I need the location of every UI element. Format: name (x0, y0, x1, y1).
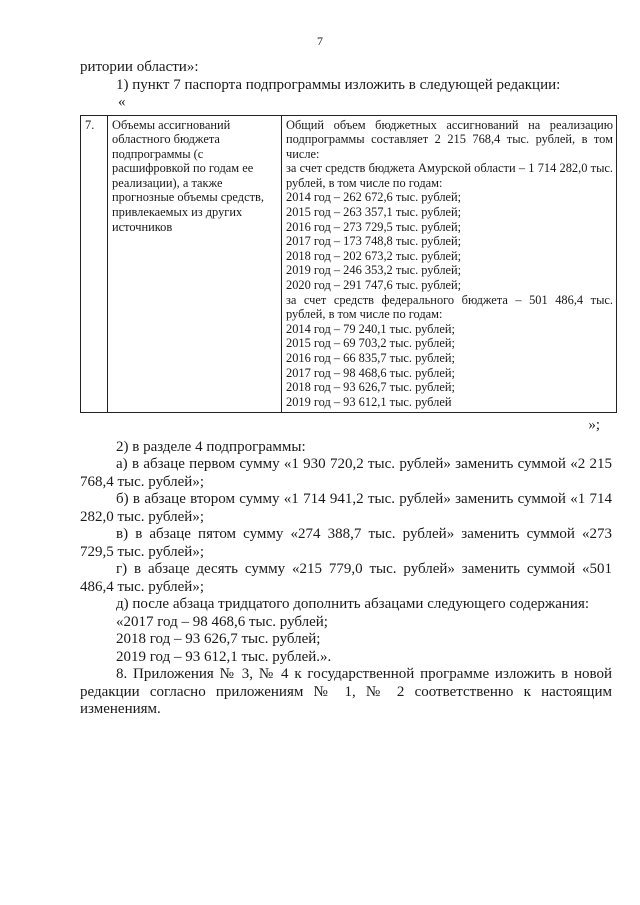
added-line: «2017 год – 98 468,6 тыс. рублей; (116, 613, 328, 630)
regional-year-line: 2019 год – 246 353,2 тыс. рублей; (286, 263, 462, 278)
section-4-item-a: а) в абзаце первом сумму «1 930 720,2 тыс. рублей» заменить суммой «2 215 768,4 тыс. рублей»; (80, 456, 612, 490)
regional-year-line: 2020 год – 291 747,6 тыс. рублей; (286, 278, 462, 293)
passport-table (80, 115, 617, 414)
added-line: 2018 год – 93 626,7 тыс. рублей; (116, 631, 321, 648)
regional-year-line: 2014 год – 262 672,6 тыс. рублей; (286, 190, 462, 205)
section-4-item-b: б) в абзаце втором сумму «1 714 941,2 тыс. рублей» заменить суммой «1 714 282,0 тыс. рублей»; (80, 491, 612, 525)
federal-year-line: 2016 год – 66 835,7 тыс. рублей; (286, 351, 455, 365)
table-row (81, 115, 617, 413)
added-line: 2019 год – 93 612,1 тыс. рублей.». (116, 648, 332, 665)
regional-funding-intro: за счет средств бюджета Амурской области – 1 714 282,0 тыс. рублей, в том числе по годам: (286, 161, 613, 190)
federal-year-line: 2018 год – 93 626,7 тыс. рублей; (286, 380, 455, 395)
section-4-item-c: в) в абзаце пятом сумму «274 388,7 тыс. рублей» заменить суммой «273 729,5 тыс. рублей»; (80, 526, 612, 560)
item-8-paragraph: 8. Приложения № 3, № 4 к государственной программе изложить в новой редакции согласно приложениям № 1, № 2 соответственно к настоящим изменениям. (80, 666, 612, 718)
open-quote: « (118, 94, 126, 110)
section-4-item-e: д) после абзаца тридцатого дополнить абзацами следующего содержания: (116, 596, 590, 613)
regional-year-line: 2018 год – 202 673,2 тыс. рублей; (286, 248, 462, 263)
row-title-cell: Объемы ассигнований областного бюджета подпрограммы (с расшифровкой по годам ее реализации), а также прогнозные объемы средств, привлекаемых из других источников (108, 115, 282, 413)
close-quote: »; (588, 417, 600, 434)
federal-year-line: 2019 год – 93 612,1 тыс. рублей (286, 394, 452, 409)
row-number-cell: 7. (81, 115, 108, 413)
regional-year-line: 2015 год – 263 357,1 тыс. рублей; (286, 205, 462, 220)
item-1-paragraph: 1) пункт 7 паспорта подпрограммы изложить в следующей редакции: (116, 76, 561, 93)
document-body (80, 59, 612, 719)
federal-year-line: 2014 год – 79 240,1 тыс. рублей; (286, 321, 455, 336)
row-content-cell (282, 115, 617, 413)
section-4-heading: 2) в разделе 4 подпрограммы: (116, 438, 306, 455)
regional-year-line: 2016 год – 273 729,5 тыс. рублей; (286, 219, 462, 234)
page-number: 7 (317, 34, 323, 48)
federal-year-line: 2017 год – 98 468,6 тыс. рублей; (286, 365, 455, 380)
section-4-item-d: г) в абзаце десять сумму «215 779,0 тыс. рублей» заменить суммой «501 486,4 тыс. рублей»; (80, 561, 612, 595)
federal-funding-intro: за счет средств федерального бюджета – 501 486,4 тыс. рублей, в том числе по годам: (286, 292, 613, 322)
regional-year-line: 2017 год – 173 748,8 тыс. рублей; (286, 234, 462, 249)
continuation-text: ритории области»: (80, 59, 199, 75)
total-funding-text: Общий объем бюджетных ассигнований на реализацию подпрограммы составляет 2 215 768,4 тыс. рублей, в том числе: (286, 117, 613, 161)
federal-year-line: 2015 год – 69 703,2 тыс. рублей; (286, 336, 455, 351)
